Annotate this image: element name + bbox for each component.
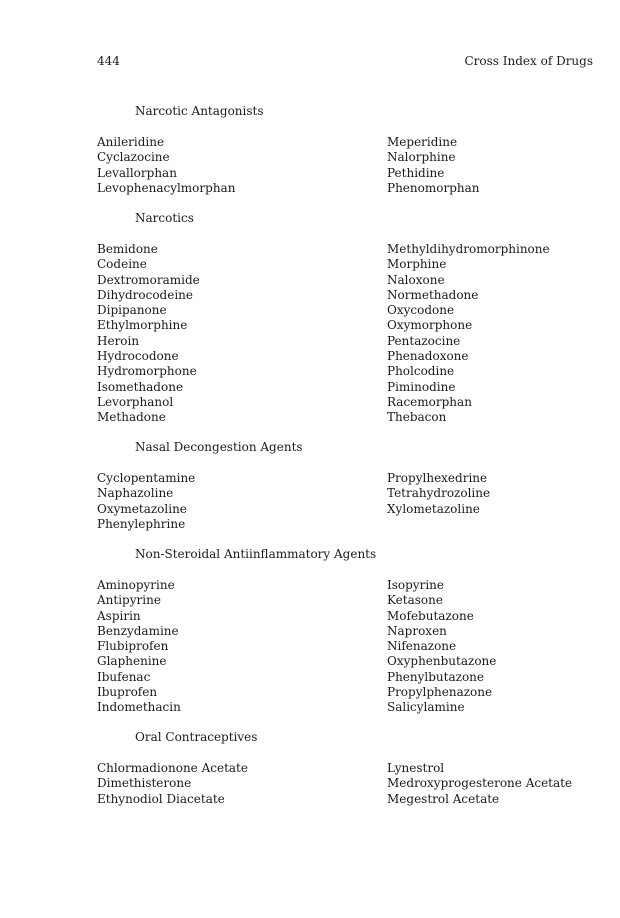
list-item: Salicylamine — [387, 700, 465, 715]
list-item: Cyclazocine — [97, 150, 170, 165]
page-number: 444 — [97, 54, 120, 68]
list-item: Propylhexedrine — [387, 471, 488, 485]
list-item: Hydromorphone — [97, 364, 197, 379]
list-item: Cyclopentamine — [97, 471, 196, 485]
list-item: Flubiprofen — [97, 639, 169, 654]
left-column — [97, 761, 248, 807]
list-item: Ketasone — [387, 593, 443, 608]
section-heading: Narcotic Antagonists — [135, 104, 264, 118]
list-item: Phenadoxone — [387, 349, 469, 364]
list-item: Methadone — [97, 410, 166, 425]
list-item: Dipipanone — [97, 303, 167, 318]
list-item: Oxyphenbutazone — [387, 654, 497, 669]
list-item: Naloxone — [387, 272, 445, 287]
list-item: Naphazoline — [97, 486, 174, 501]
list-item: Phenomorphan — [387, 180, 480, 195]
list-item: Levallorphan — [97, 165, 177, 180]
left-column — [97, 471, 195, 532]
right-column — [387, 578, 496, 716]
list-item: Dextromoramide — [97, 272, 200, 287]
list-item: Bemidone — [97, 242, 158, 256]
list-item: Mofebutazone — [387, 608, 474, 623]
section-heading: Nasal Decongestion Agents — [135, 440, 303, 454]
list-item: Aminopyrine — [97, 578, 175, 592]
list-item: Hydrocodone — [97, 349, 179, 364]
left-column — [97, 135, 235, 196]
list-item: Pentazocine — [387, 333, 461, 348]
list-item: Phenylbutazone — [387, 669, 485, 684]
list-item: Antipyrine — [97, 593, 161, 608]
section-heading: Narcotics — [135, 211, 194, 225]
list-item: Ethynodiol Diacetate — [97, 791, 225, 806]
list-item: Normethadone — [387, 287, 479, 302]
list-item: Glaphenine — [97, 654, 167, 669]
list-item: Aspirin — [97, 608, 141, 623]
section-heading: Non-Steroidal Antiinflammatory Agents — [135, 547, 377, 561]
list-item: Oxycodone — [387, 303, 455, 318]
list-item: Codeine — [97, 257, 147, 272]
list-item: Levophenacylmorphan — [97, 180, 236, 195]
list-item: Isopyrine — [387, 578, 444, 592]
list-item: Methyldihydromorphinone — [387, 242, 550, 256]
list-item: Thebacon — [387, 410, 447, 425]
list-item: Pholcodine — [387, 364, 455, 379]
left-column — [97, 242, 200, 426]
left-column — [97, 578, 181, 716]
list-item: Lynestrol — [387, 761, 445, 775]
list-item: Indomethacin — [97, 700, 181, 715]
list-item: Pethidine — [387, 165, 445, 180]
list-item: Piminodine — [387, 379, 456, 394]
list-item: Meperidine — [387, 135, 458, 149]
list-item: Heroin — [97, 333, 140, 348]
list-item: Phenylephrine — [97, 516, 186, 531]
list-item: Megestrol Acetate — [387, 791, 500, 806]
list-item: Morphine — [387, 257, 447, 272]
right-column — [387, 761, 572, 807]
right-column — [387, 242, 550, 426]
list-item: Nifenazone — [387, 639, 457, 654]
list-item: Oxymorphone — [387, 318, 473, 333]
right-column — [387, 135, 480, 196]
list-item: Anileridine — [97, 135, 165, 149]
list-item: Oxymetazoline — [97, 501, 187, 516]
list-item: Chlormadionone Acetate — [97, 761, 248, 775]
list-item: Ibufenac — [97, 669, 151, 684]
list-item: Isomethadone — [97, 379, 184, 394]
section-heading: Oral Contraceptives — [135, 730, 258, 744]
running-head: Cross Index of Drugs — [464, 54, 593, 68]
list-item: Racemorphan — [387, 394, 472, 409]
list-item: Medroxyprogesterone Acetate — [387, 776, 573, 791]
list-item: Dimethisterone — [97, 776, 192, 791]
list-item: Naproxen — [387, 623, 447, 638]
list-item: Dihydrocodeine — [97, 287, 194, 302]
right-column — [387, 471, 490, 517]
list-item: Propylphenazone — [387, 685, 493, 700]
list-item: Ethylmorphine — [97, 318, 188, 333]
list-item: Nalorphine — [387, 150, 456, 165]
list-item: Xylometazoline — [387, 501, 480, 516]
list-item: Levorphanol — [97, 394, 174, 409]
list-item: Benzydamine — [97, 623, 179, 638]
list-item: Ibuprofen — [97, 685, 158, 700]
list-item: Tetrahydrozoline — [387, 486, 491, 501]
